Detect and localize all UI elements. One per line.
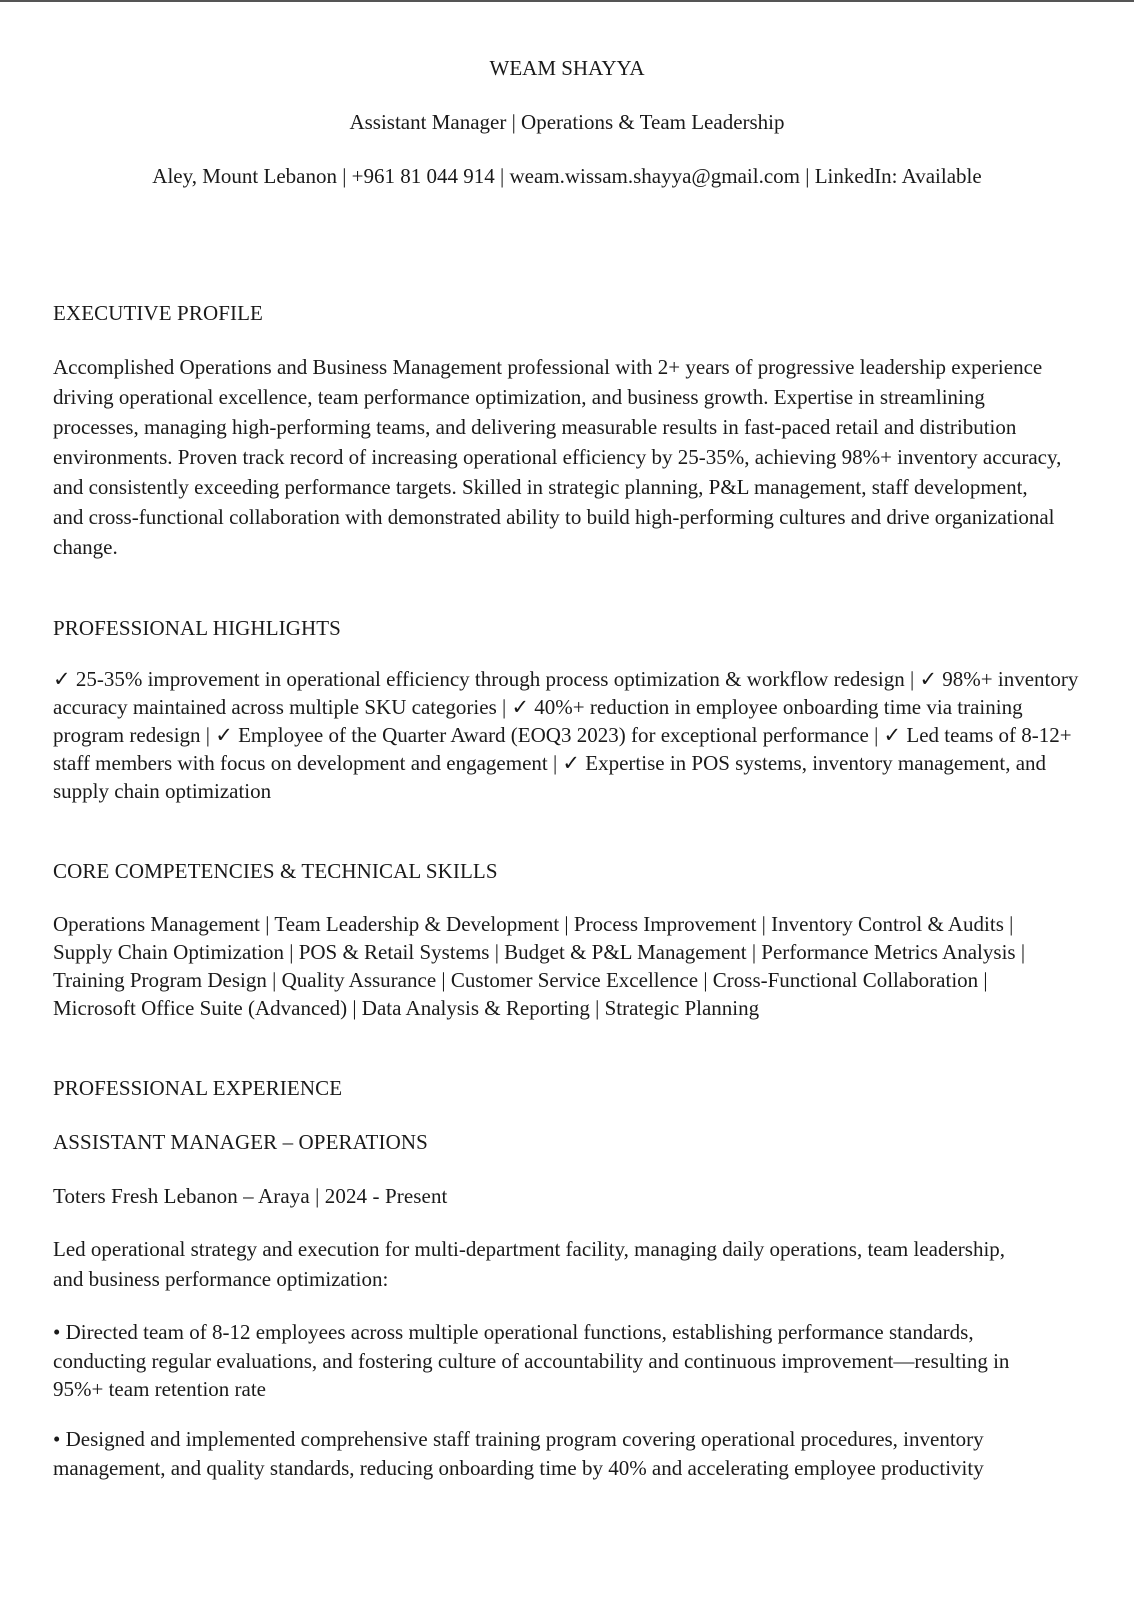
- job-summary: Led operational strategy and execution for multi-department facility, managing daily operations, team leadership, and business performance optimization:: [53, 1237, 1006, 1291]
- candidate-name: WEAM SHAYYA: [489, 56, 645, 80]
- professional-experience-heading: PROFESSIONAL EXPERIENCE: [53, 1076, 343, 1100]
- candidate-title: Assistant Manager | Operations & Team Leadership: [349, 110, 785, 134]
- job-title: ASSISTANT MANAGER – OPERATIONS: [53, 1130, 428, 1154]
- contact-line: Aley, Mount Lebanon | +961 81 044 914 | weam.wissam.shayya@gmail.com | LinkedIn: Available: [152, 164, 982, 188]
- core-competencies-text: Operations Management | Team Leadership & Development | Process Improvement | Inventory Control & Audits | Supply Chain Optimization | POS & Retail Systems | Budget & P&L Management | Performance Metrics Analysis | Training Program Design | Quality Assurance | Customer Service Excellence | Cross-Functional Collaboration | Microsoft Office Suite (Advanced) | Data Analysis & Reporting | Strategic Planning: [53, 912, 1026, 1020]
- core-competencies-heading: CORE COMPETENCIES & TECHNICAL SKILLS: [53, 859, 498, 883]
- professional-highlights-text: ✓ 25-35% improvement in operational efficiency through process optimization & workflow redesign | ✓ 98%+ inventory accuracy maintained across multiple SKU categories | ✓ 40%+ reduction in employee onboarding time via training program redesign | ✓ Employee of the Quarter Award (EOQ3 2023) for exceptional performance | ✓ Led teams of 8-12+ staff members with focus on development and engagement | ✓ Expertise in POS systems, inventory management, and supply chain optimization: [53, 667, 1079, 803]
- job-bullet: • Designed and implemented comprehensive staff training program covering operational procedures, inventory management, and quality standards, reducing onboarding time by 40% and accelerating employee productivity: [53, 1427, 984, 1480]
- professional-highlights-heading: PROFESSIONAL HIGHLIGHTS: [53, 616, 341, 640]
- executive-profile-text: Accomplished Operations and Business Management professional with 2+ years of progressive leadership experience driving operational excellence, team performance optimization, and business growth. Expertise in streamlining processes, managing high-performing teams, and delivering measurable results in fast-paced retail and distribution environments. Proven track record of increasing operational efficiency by 25-35%, achieving 98%+ inventory accuracy, and consistently exceeding performance targets. Skilled in strategic planning, P&L management, staff development, and cross-functional collaboration with demonstrated ability to build high-performing cultures and drive organizational change.: [53, 355, 1062, 559]
- job-bullet: • Directed team of 8-12 employees across multiple operational functions, establishing performance standards, conducting regular evaluations, and fostering culture of accountability and continuous improvement—resulting in 95%+ team retention rate: [53, 1320, 1010, 1401]
- company-line: Toters Fresh Lebanon – Araya | 2024 - Present: [53, 1184, 448, 1208]
- top-border: [0, 0, 1134, 2]
- executive-profile-heading: EXECUTIVE PROFILE: [53, 301, 263, 325]
